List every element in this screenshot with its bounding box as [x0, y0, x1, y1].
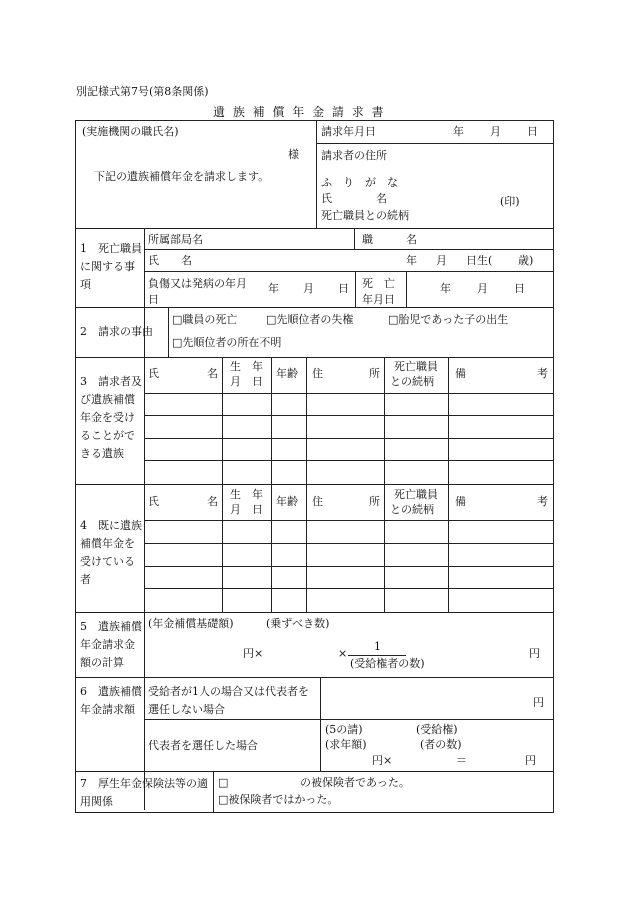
- col-name-a: 氏: [148, 367, 159, 380]
- col-address-a: 住: [312, 367, 323, 380]
- reason-forfeit-checkbox[interactable]: □先順位者の失権: [266, 313, 354, 326]
- col-name-b: 名: [207, 367, 218, 380]
- denominator: (受給権者の数): [350, 657, 425, 670]
- birth-year: 年: [406, 254, 417, 267]
- col-address-b: 所: [369, 367, 380, 380]
- section6-label: 6 遺族補償年金請求額: [80, 685, 142, 716]
- addressee-label: (実施機関の職氏名): [82, 125, 179, 138]
- col-relation-a: 死亡職員: [394, 360, 438, 373]
- injury-year: 年: [268, 282, 279, 295]
- col-remarks-a: 備: [455, 367, 466, 380]
- col-relation-b: との続柄: [390, 503, 434, 516]
- death-day: 日: [514, 282, 525, 295]
- section3-label: 3 請求者及び遺族補償年金を受けることができる遺族: [80, 375, 142, 460]
- injury-day: 日: [338, 282, 349, 295]
- base-amount-label: (年金補償基礎額): [148, 617, 234, 630]
- request-date-label: 請求年月日: [321, 125, 376, 138]
- col-name-a: 氏: [148, 495, 159, 508]
- injury-date-label: 負傷又は発病の年月日: [148, 277, 247, 306]
- calc-holders-a: (受給権): [416, 723, 458, 736]
- col-remarks-b: 考: [537, 495, 548, 508]
- col-remarks-a: 備: [455, 495, 466, 508]
- request-date-month: 月: [490, 125, 501, 138]
- furigana-label: ふ り が な: [321, 176, 398, 189]
- deceased-name-label: 氏 名: [148, 254, 192, 267]
- representative-label: 代表者を選任した場合: [148, 739, 258, 752]
- col-age: 年齢: [276, 367, 298, 380]
- calc-amount-b: (求年額): [325, 738, 367, 751]
- col-birth-a: 生 年: [230, 360, 263, 373]
- birth-day: 日生(: [466, 254, 493, 267]
- calc-holders-b: (者の数): [420, 738, 462, 751]
- col-relation-a: 死亡職員: [394, 488, 438, 501]
- form-reference: 別記様式第7号(第8条関係): [76, 85, 209, 98]
- section5-label: 5 遺族補償年金請求金額の計算: [80, 620, 142, 669]
- single-recipient-label: 受給者が1人の場合又は代表者を選任しない場合: [148, 685, 309, 716]
- calc-yen-times: 円×: [372, 754, 393, 767]
- numerator: 1: [374, 640, 381, 653]
- rate-label: (乗ずべき数): [266, 617, 330, 630]
- calc-amount-a: (5の請): [325, 723, 363, 736]
- col-birth-b: 月 日: [230, 375, 263, 388]
- col-address-a: 住: [312, 495, 323, 508]
- sama-suffix: 様: [288, 148, 299, 161]
- section7-label: 7 厚生年金保険法等の適用関係: [80, 777, 208, 808]
- not-insured-checkbox[interactable]: □被保険者ではかった。: [218, 793, 339, 806]
- post-label: 職 名: [362, 233, 417, 246]
- relation-label: 死亡職員との続柄: [321, 209, 409, 222]
- col-age: 年齢: [276, 495, 298, 508]
- department-label: 所属部局名: [148, 233, 203, 246]
- form-title: 遺 族 補 償 年 金 請 求 書: [213, 105, 386, 119]
- calc-equals: ＝: [456, 754, 467, 767]
- section1-label: 1 死亡職員に関する事項: [80, 242, 142, 291]
- section2-label: 2 請求の事由: [80, 325, 153, 338]
- injury-month: 月: [303, 282, 314, 295]
- col-address-b: 所: [369, 495, 380, 508]
- col-birth-b: 月 日: [230, 503, 263, 516]
- reason-missing-checkbox[interactable]: □先順位者の所在不明: [172, 336, 282, 349]
- times-sign: ×: [338, 647, 348, 660]
- insured-checkbox[interactable]: □: [218, 776, 229, 789]
- birth-month: 月: [436, 254, 447, 267]
- insured-text: の被保険者であった。: [300, 776, 410, 789]
- col-remarks-b: 考: [537, 367, 548, 380]
- yen-unit: 円: [529, 647, 540, 660]
- single-recipient-yen: 円: [533, 696, 544, 709]
- birth-age: 歳): [518, 254, 534, 267]
- death-month: 月: [477, 282, 488, 295]
- request-statement: 下記の遺族補償年金を請求します。: [94, 170, 270, 183]
- col-relation-b: との続柄: [390, 375, 434, 388]
- col-name-b: 名: [207, 495, 218, 508]
- calc-yen: 円: [525, 754, 536, 767]
- reason-birth-checkbox[interactable]: □胎児であった子の出生: [388, 313, 509, 326]
- claimant-name-label: 氏 名: [321, 192, 387, 205]
- reason-death-checkbox[interactable]: □職員の死亡: [172, 313, 238, 326]
- yen-times: 円×: [243, 647, 264, 660]
- col-birth-a: 生 年: [230, 488, 263, 501]
- death-year: 年: [440, 282, 451, 295]
- death-date-label: 死 亡年月日: [362, 277, 395, 306]
- request-date-day: 日: [527, 125, 538, 138]
- seal-mark: (印): [500, 195, 520, 208]
- claimant-address-label: 請求者の住所: [321, 149, 387, 162]
- section4-label: 4 既に遺族補償年金を受けている者: [80, 519, 142, 586]
- request-date-year: 年: [453, 125, 464, 138]
